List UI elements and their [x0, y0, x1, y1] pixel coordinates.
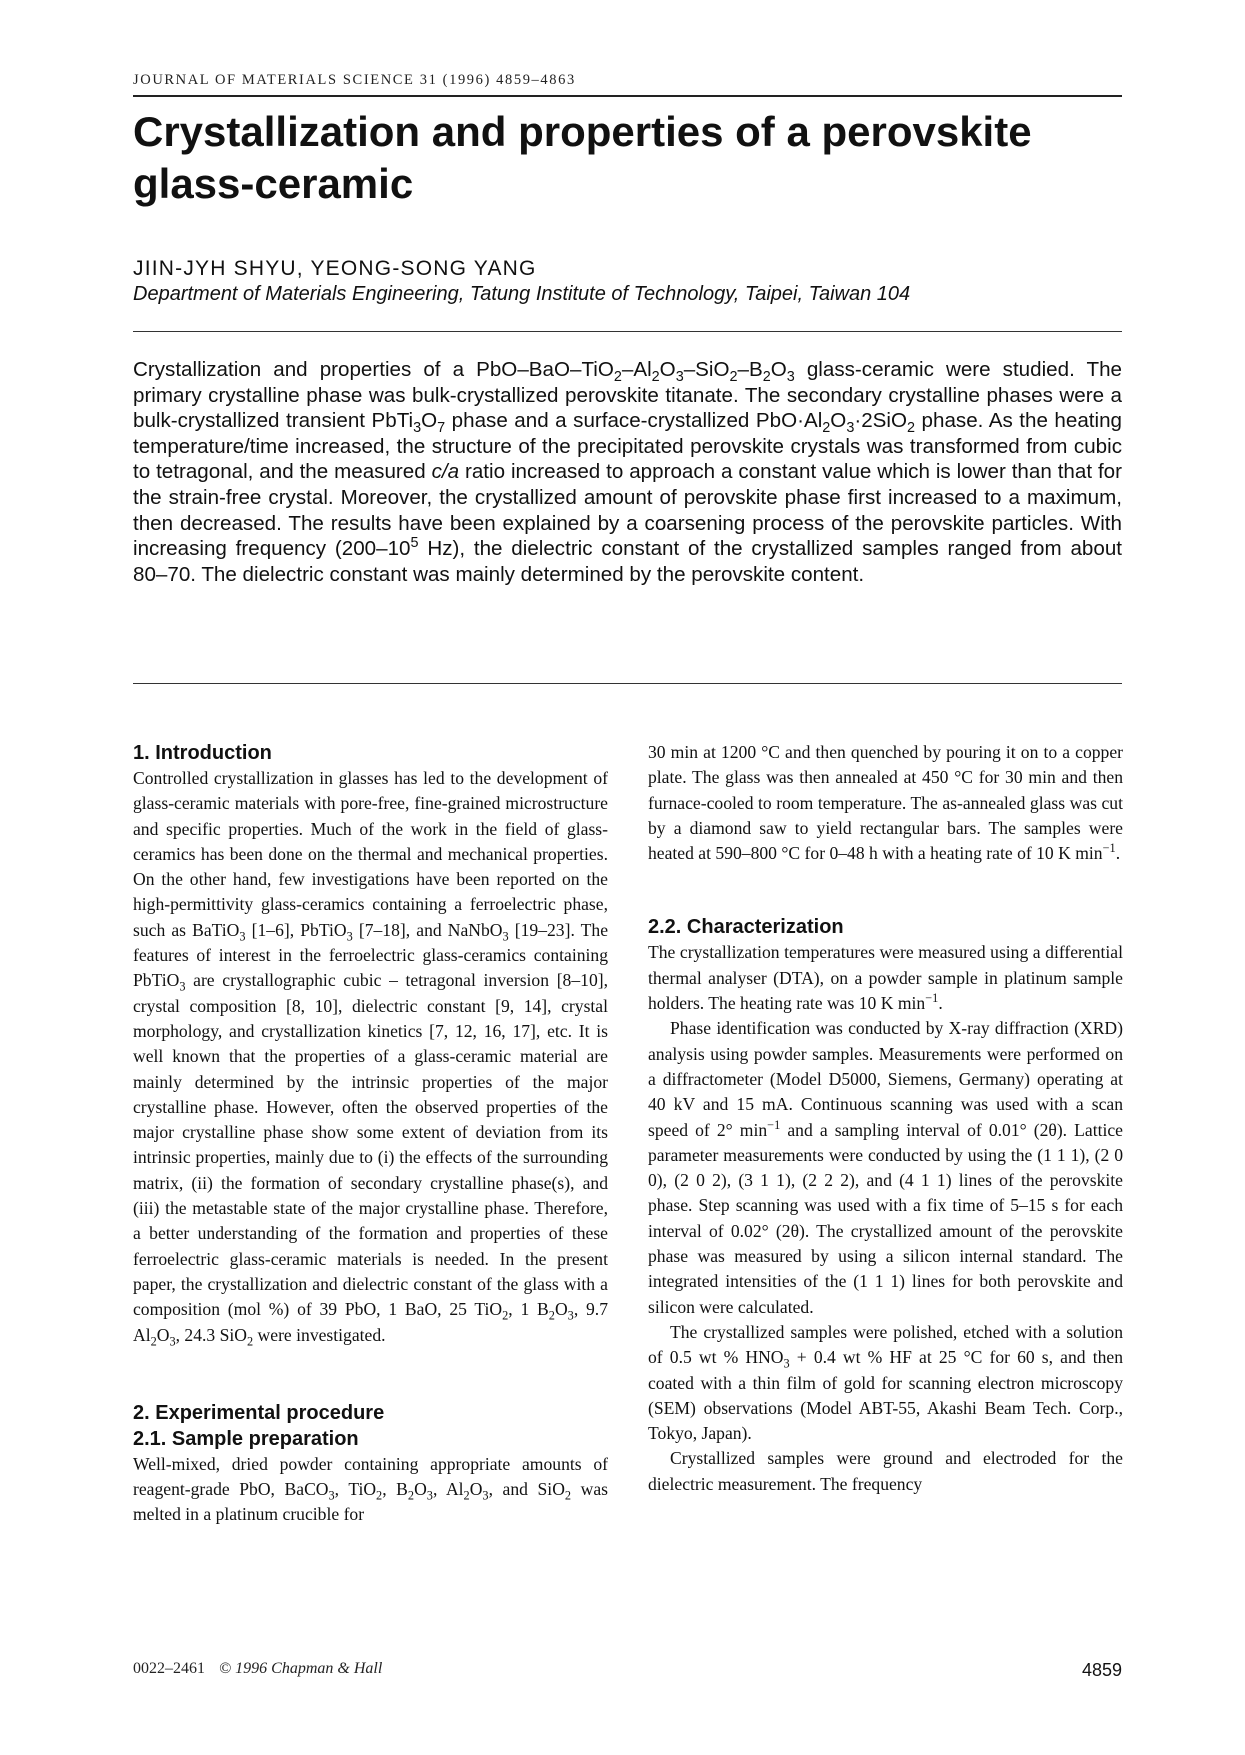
header-rule — [133, 95, 1122, 97]
footer-publisher: © 1996 Chapman & Hall — [219, 1660, 383, 1677]
abstract-top-rule — [133, 331, 1122, 332]
page-number: 4859 — [1081, 1660, 1122, 1680]
sample-preparation-continued: 30 min at 1200 °C and then quenched by pouring it on to a copper plate. The glass was then annealed at 450 °C for 30 min and then furnace-cooled to room temperature. The as-annealed glass was cut by a diamond saw to yield rectangular bars. The samples were heated at 590–800 °C for 0–48 h with a heating rate of 10 K $\min^{-1}$. — [648, 742, 1123, 864]
introduction-paragraph: Controlled crystallization in glasses has led to the development of glass-ceramic materials with pore-free, fine-grained microstructure and specific properties. Much of the work in the field of glass-ceramics has been done on the thermal and mechanical properties. On the other hand, few investigations have been reported on the high-permittivity glass-ceramics containing a ferroelectric phase, such as BaTiO$_3$ [1–6], PbTiO$_3$ [7–18], and NaNbO$_3$ [19–23]. The features of interest in the ferroelectric glass-ceramics containing PbTiO$_3$ are crystallographic cubic – tetragonal inversion [8–10], crystal composition [8, 10], dielectric constant [9, 14], crystal morphology, and crystallization kinetics [7, 12, 16, 17], etc. It is well known that the properties of a glass-ceramic material are mainly determined by the intrinsic properties of the major crystalline phase. However, often the observed properties of the major crystalline phase show some extent of deviation from its intrinsic properties, mainly due to (i) the effects of the surrounding matrix, (ii) the formation of secondary crystalline phase(s), and (iii) the metastable state of the major crystalline phase. Therefore, a better understanding of the formation and properties of these ferroelectric glass-ceramic materials is needed. In the present paper, the crystallization and dielectric constant of the glass with a composition (mol %) of 39 PbO, 1 BaO, 25 TiO$_2$, 1 $B_2O_3$, 9.7 $Al_2O_3$, 24.3 SiO$_2$ were investigated. — [133, 768, 609, 1349]
subsection-heading-characterization: 2.2. Characterization — [648, 916, 844, 939]
section-heading-introduction: 1. Introduction — [133, 742, 272, 764]
left-column — [133, 740, 608, 1528]
authors: JIIN-JYH SHYU, YEONG-SONG YANG — [133, 257, 537, 280]
subsection-heading-sample-preparation: 2.1. Sample preparation — [133, 1427, 359, 1450]
sample-preparation-paragraph: Well-mixed, dried powder containing appropriate amounts of reagent-grade PbO, BaCO$_3$, TiO$_2$, $B_2O_3$, $Al_2O_3$, and SiO$_2$ was melted in a platinum crucible for — [133, 1453, 608, 1525]
right-column — [648, 740, 1123, 1497]
abstract — [133, 357, 1122, 587]
abstract-text: Crystallization and properties of a PbO–$BaO-TiO_2-Al_2O_3-SiO_2-B_2O_3$ glass-ceramic were studied. The primary crystalline phase was bulk-crystallized perovskite titanate. The secondary crystalline phases were a bulk-crystallized transient $PbTi_3O_7$ phase and a surface-crystallized $PbO\cdot Al_2O_3\cdot 2SiO_2$ phase. As the heating temperature/time increased, the structure of the precipitated perovskite crystals was transformed from cubic to tetragonal, and the measured c/a ratio increased to approach a constant value which is lower than that for the strain-free crystal. Moreover, the crystallized amount of perovskite phase first increased to a maximum, then decreased. The results have been explained by a coarsening process of the perovskite particles. With increasing frequency ($200-10^5$ Hz), the dielectric constant of the crystallized samples ranged from about 80–70. The dielectric constant was mainly determined by the perovskite content. — [133, 358, 1122, 586]
characterization-paragraph-dielectric: Crystallized samples were ground and electroded for the dielectric measurement. The frequency — [648, 1448, 1123, 1494]
characterization-paragraph-sem: The crystallized samples were polished, etched with a solution of 0.5 wt % $HNO_3 + 0.4$ wt % HF at 25 °C for 60 s, and then coated with a thin film of gold for scanning electron microscopy (SEM) observations (Model ABT-55, Akashi Beam Tech. Corp., Tokyo, Japan). — [648, 1321, 1123, 1444]
section-heading-experimental: 2. Experimental procedure — [133, 1401, 385, 1424]
paper-title: Crystallization and properties of a perovskite glass-ceramic — [133, 108, 1032, 207]
journal-header: JOURNAL OF MATERIALS SCIENCE 31 (1996) 4859–4863 — [133, 72, 576, 88]
characterization-paragraph-dta: The crystallization temperatures were measured using a differential thermal analyser (DTA), on a powder sample in platinum sample holders. The heating rate was 10 K $\min^{-1}$. — [648, 942, 1123, 1014]
affiliation: Department of Materials Engineering, Tatung Institute of Technology, Taipei, Taiwan 104 — [133, 283, 911, 305]
characterization-paragraph-xrd: Phase identification was conducted by X-ray diffraction (XRD) analysis using powder samples. Measurements were performed on a diffractometer (Model D5000, Siemens, Germany) operating at 40 kV and 15 mA. Continuous scanning was used with a scan speed of 2° $\min^{-1}$ and a sampling interval of 0.01° (2θ). Lattice parameter measurements were conducted by using the (1 1 1), (2 0 0), (2 0 2), (3 1 1), (2 2 2), and (4 1 1) lines of the perovskite phase. Step scanning was used with a fix time of 5–15 s for each interval of 0.02° (2θ). The crystallized amount of the perovskite phase was measured by using a silicon internal standard. The integrated intensities of the (1 1 1) lines for both perovskite and silicon were calculated. — [648, 1018, 1123, 1317]
abstract-bottom-rule — [133, 683, 1122, 684]
footer-issn: 0022–2461 © 1996 Chapman & Hall — [133, 1660, 383, 1677]
